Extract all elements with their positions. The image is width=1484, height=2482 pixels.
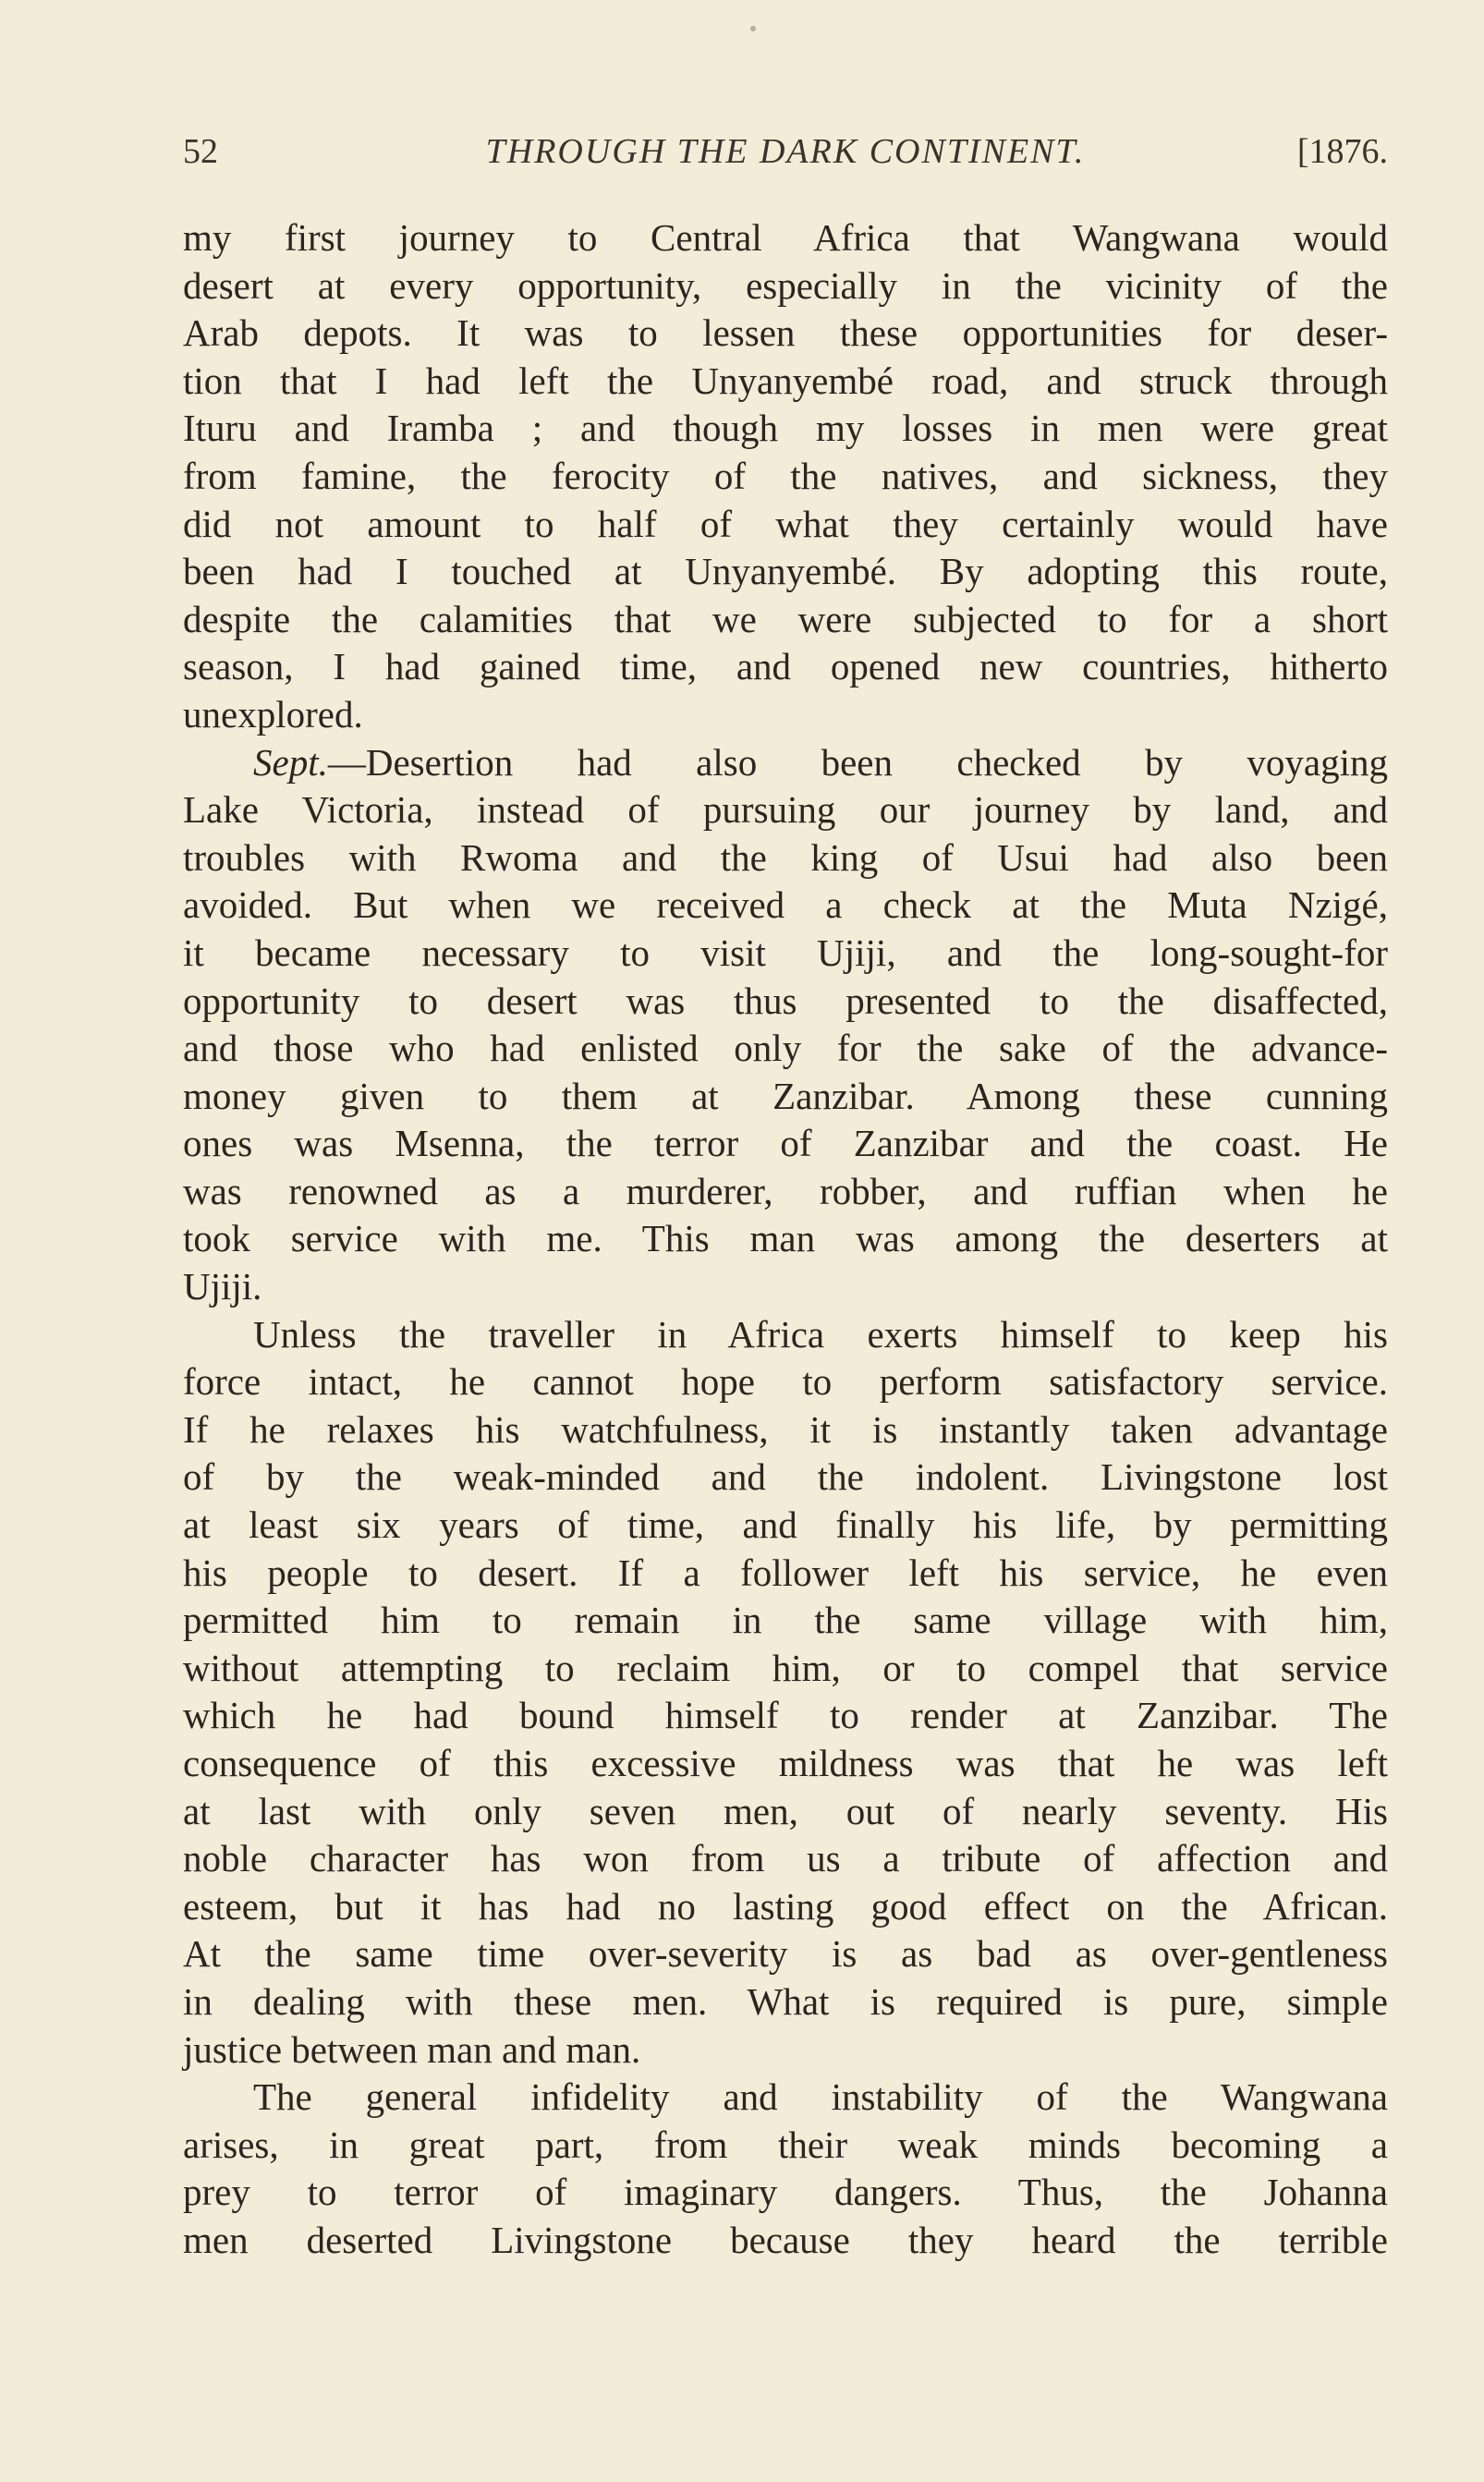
text-line: permitted him to remain in the same village with him, xyxy=(183,1599,1388,1642)
text-line: esteem, but it has had no lasting good effect on the African. xyxy=(183,1884,1388,1928)
text-line: at last with only seven men, out of nearly seventy. His xyxy=(183,1789,1388,1832)
text-line: Ituru and Iramba ; and though my losses in men were great xyxy=(183,407,1388,450)
text-line: from famine, the ferocity of the natives, and sickness, they xyxy=(183,454,1388,497)
text-line: justice between man and man. xyxy=(183,2027,641,2071)
text-line: consequence of this excessive mildness was that he was left xyxy=(183,1742,1388,1784)
running-header xyxy=(183,131,1388,187)
text-line: money given to them at Zanzibar. Among these cunning xyxy=(183,1074,1388,1117)
text-line: noble character has won from us a tribute of affection and xyxy=(183,1837,1388,1880)
text-line: at least six years of time, and finally his life, by permitting xyxy=(183,1503,1388,1547)
page-number: 52 xyxy=(183,132,218,171)
text-line: season, I had gained time, and opened new countries, hitherto xyxy=(183,645,1388,688)
text-line: of by the weak-minded and the indolent. Livingstone lost xyxy=(183,1455,1388,1499)
text-line: his people to desert. If a follower left his service, he even xyxy=(183,1551,1388,1594)
text-line: avoided. But when we received a check at the Muta Nzigé, xyxy=(183,883,1388,927)
text-line: did not amount to half of what they certainly would have xyxy=(183,502,1388,545)
text-line: been had I touched at Unyanyembé. By adopting this route, xyxy=(183,550,1388,593)
text-line: troubles with Rwoma and the king of Usui had also been xyxy=(183,835,1388,879)
text-line: which he had bound himself to render at Zanzibar. The xyxy=(183,1694,1388,1737)
text-line: and those who had enlisted only for the sake of the advance- xyxy=(183,1027,1388,1070)
paragraph-start-line: Unless the traveller in Africa exerts himself to keep his xyxy=(253,1312,1388,1356)
paragraph-start-line: The general infidelity and instability of the Wangwana xyxy=(253,2075,1388,2119)
paragraph-start-line xyxy=(183,739,1388,787)
running-title: THROUGH THE DARK CONTINENT. xyxy=(485,132,1086,171)
date-marker: Sept. xyxy=(253,740,328,784)
paper-speck xyxy=(750,26,756,31)
text-line: was renowned as a murderer, robber, and ruffian when he xyxy=(183,1169,1388,1212)
text-line: Ujiji. xyxy=(183,1265,262,1308)
text-line: ones was Msenna, the terror of Zanzibar and the coast. He xyxy=(183,1122,1388,1165)
text-line: If he relaxes his watchfulness, it is instantly taken advantage xyxy=(183,1407,1388,1451)
text-line: prey to terror of imaginary dangers. Thus, the Johanna xyxy=(183,2171,1388,2214)
body-text xyxy=(183,214,1388,2265)
text-line: tion that I had left the Unyanyembé road, and struck through xyxy=(183,359,1388,402)
text-line: men deserted Livingstone because they heard the terrible xyxy=(183,2218,1388,2261)
text-line: desert at every opportunity, especially in the vicinity of the xyxy=(183,263,1388,307)
text-line: unexplored. xyxy=(183,692,363,736)
text-line: took service with me. This man was among the deserters at xyxy=(183,1217,1388,1260)
text-line: in dealing with these men. What is required is pure, simple xyxy=(183,1979,1388,2023)
text-line: without attempting to reclaim him, or to compel that service xyxy=(183,1646,1388,1689)
text-line: force intact, he cannot hope to perform satisfactory service. xyxy=(183,1360,1388,1404)
text-line: At the same time over-severity is as bad as over-gentleness xyxy=(183,1932,1388,1976)
text-line: it became necessary to visit Ujiji, and the long-sought-for xyxy=(183,931,1388,974)
text-line: despite the calamities that we were subjected to for a short xyxy=(183,597,1388,640)
text-run: —Desertion had also been checked by voyaging xyxy=(327,740,1388,784)
text-line: arises, in great part, from their weak minds becoming a xyxy=(183,2123,1388,2166)
text-line: Lake Victoria, instead of pursuing our journey by land, and xyxy=(183,788,1388,832)
text-line: opportunity to desert was thus presented to the disaffected, xyxy=(183,979,1388,1022)
header-year: [1876. xyxy=(1296,132,1388,171)
text-line: Arab depots. It was to lessen these opportunities for deser- xyxy=(183,311,1388,355)
text-line: my first journey to Central Africa that Wangwana would xyxy=(183,216,1388,259)
